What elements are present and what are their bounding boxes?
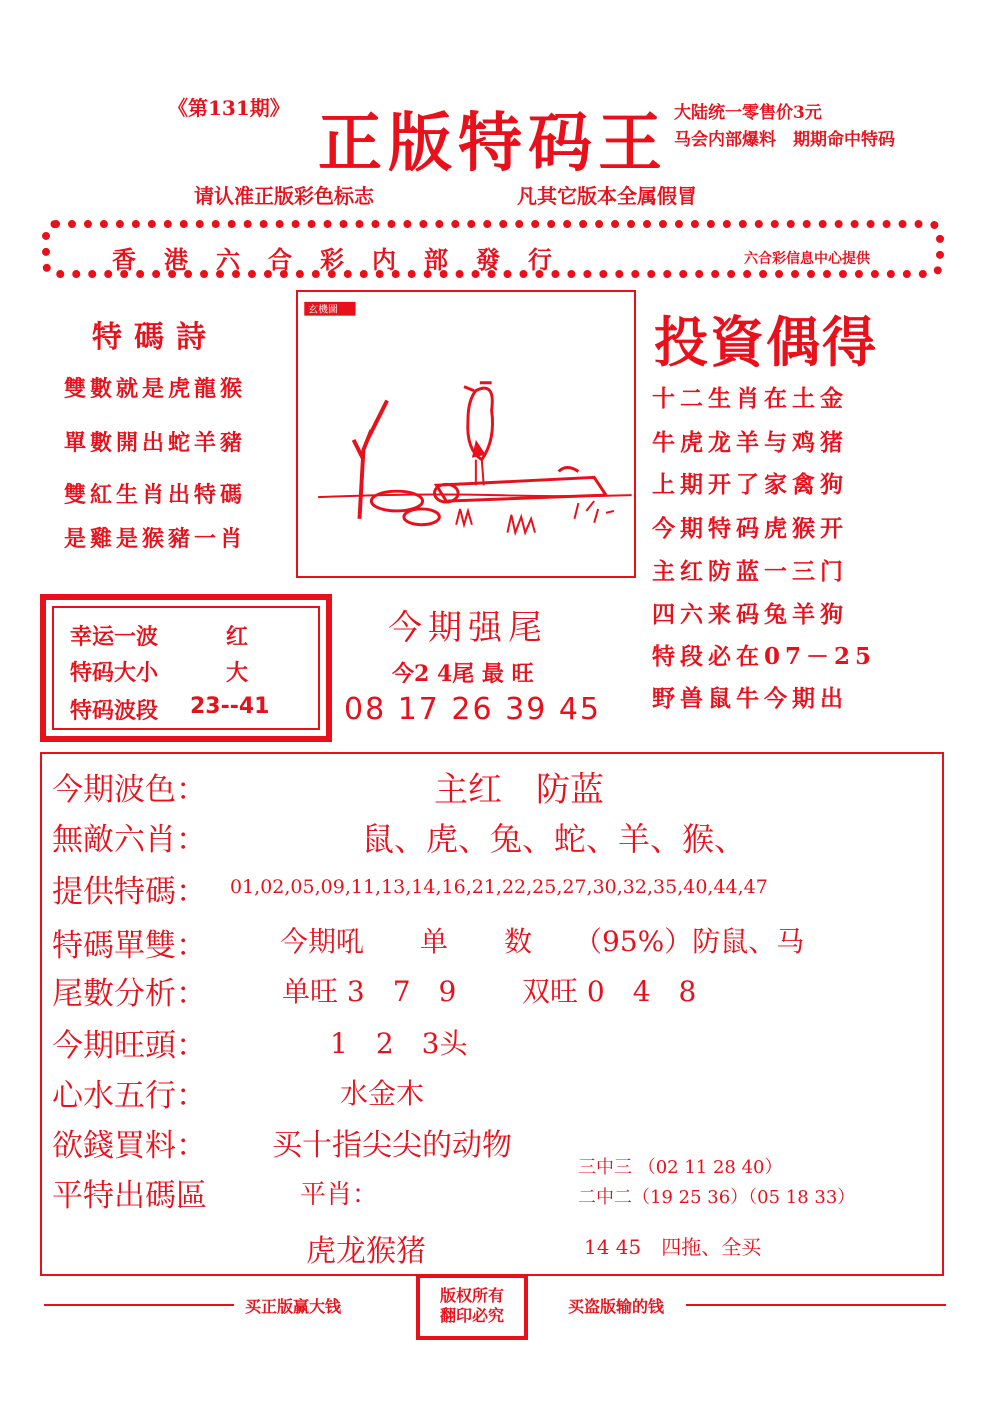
- picture-stamp: 玄機圖: [308, 304, 338, 316]
- invest-line: 特段必在07－25: [652, 643, 877, 670]
- strong-tail-sub: 今2 4尾 最 旺: [392, 661, 534, 687]
- tail-double: 双旺 0 4 8: [522, 975, 697, 1008]
- footer-left-slogan: 买正版赢大钱: [245, 1297, 342, 1316]
- banner-text: 香港六合彩内部發行: [112, 245, 580, 274]
- invest-line: 牛虎龙羊与鸡猪: [652, 429, 848, 456]
- invest-title: 投資偶得: [654, 310, 878, 374]
- invest-line: 主红防蓝一三门: [652, 558, 848, 585]
- wave-label: 幸运一波: [70, 624, 159, 650]
- tail-label: 尾數分析：: [52, 976, 207, 1012]
- range-value: 23--41: [190, 694, 270, 719]
- three-of-three: 三中三 （02 11 28 40）: [578, 1157, 783, 1178]
- issue-number: 《第131期》: [168, 96, 290, 120]
- buy-value: 买十指尖尖的动物: [272, 1128, 512, 1163]
- page-title: 正版特码王: [318, 106, 668, 181]
- invest-line: 上期开了家禽狗: [652, 471, 848, 498]
- buy-label: 欲錢買料：: [52, 1128, 207, 1164]
- banner-subtext: 六合彩信息中心提供: [744, 251, 870, 267]
- strong-tail-title: 今期强尾: [388, 608, 548, 648]
- insider-note: 马会内部爆料 期期命中特码: [674, 130, 895, 150]
- footer-divider-left: [44, 1304, 234, 1306]
- codes-value: 01,02,05,09,11,13,14,16,21,22,25,27,30,32,35,40,44,47: [230, 876, 768, 898]
- bird-illustration: [298, 292, 634, 576]
- poem-line: 單數開出蛇羊豬: [64, 430, 247, 456]
- copyright-line-2: 翻印必究: [439, 1306, 504, 1325]
- six-value: 鼠、虎、兔、蛇、羊、猴、: [362, 820, 747, 858]
- head-label: 今期旺頭：: [52, 1028, 207, 1064]
- odd-even-value: 今期吼 单 数 （95%）防鼠、马: [280, 925, 805, 958]
- price-note: 大陆统一零售价3元: [674, 103, 822, 123]
- color-value: 主红 防蓝: [434, 770, 604, 810]
- copyright-line-1: 版权所有: [439, 1286, 504, 1305]
- strong-tail-numbers: 08 17 26 39 45: [344, 692, 602, 727]
- codes-label: 提供特碼：: [52, 874, 207, 910]
- head-value: 1 2 3头: [330, 1027, 468, 1060]
- color-label: 今期波色：: [52, 772, 207, 808]
- poem-line: 雙紅生肖出特碼: [64, 482, 247, 508]
- six-label: 無敵六肖：: [52, 822, 207, 858]
- odd-even-label: 特碼單雙：: [52, 928, 207, 964]
- fake-note: 凡其它版本全属假冒: [517, 184, 697, 208]
- five-value: 水金木: [340, 1077, 425, 1110]
- flat-label: 平特出碼區: [52, 1178, 207, 1214]
- tail-single: 单旺 3 7 9: [282, 975, 457, 1008]
- poem-line: 雙數就是虎龍猴: [64, 376, 247, 402]
- copyright-box: [416, 1274, 528, 1340]
- five-label: 心水五行：: [52, 1078, 207, 1114]
- invest-line: 今期特码虎猴开: [652, 515, 848, 542]
- recognize-note: 请认准正版彩色标志: [194, 184, 374, 208]
- size-label: 特码大小: [70, 660, 159, 686]
- two-of-two: 二中二（19 25 36）（05 18 33）: [578, 1187, 856, 1208]
- poem-line: 是雞是猴豬一肖: [64, 526, 247, 552]
- invest-line: 野兽鼠牛今期出: [652, 685, 848, 712]
- poem-title: 特碼詩: [92, 320, 218, 355]
- footer-right-slogan: 买盗版输的钱: [568, 1297, 665, 1316]
- range-label: 特码波段: [70, 698, 159, 724]
- size-value: 大: [226, 660, 249, 686]
- footer-divider-right: [686, 1304, 946, 1306]
- invest-line: 十二生肖在土金: [652, 385, 848, 412]
- flat-value: 虎龙猴猪: [306, 1234, 426, 1269]
- riddle-picture: [296, 290, 636, 578]
- invest-line: 四六来码兔羊狗: [652, 601, 848, 628]
- wave-value: 红: [226, 624, 249, 650]
- flat-title: 平肖：: [300, 1180, 379, 1210]
- four-drag: 14 45 四拖、全买: [584, 1235, 762, 1259]
